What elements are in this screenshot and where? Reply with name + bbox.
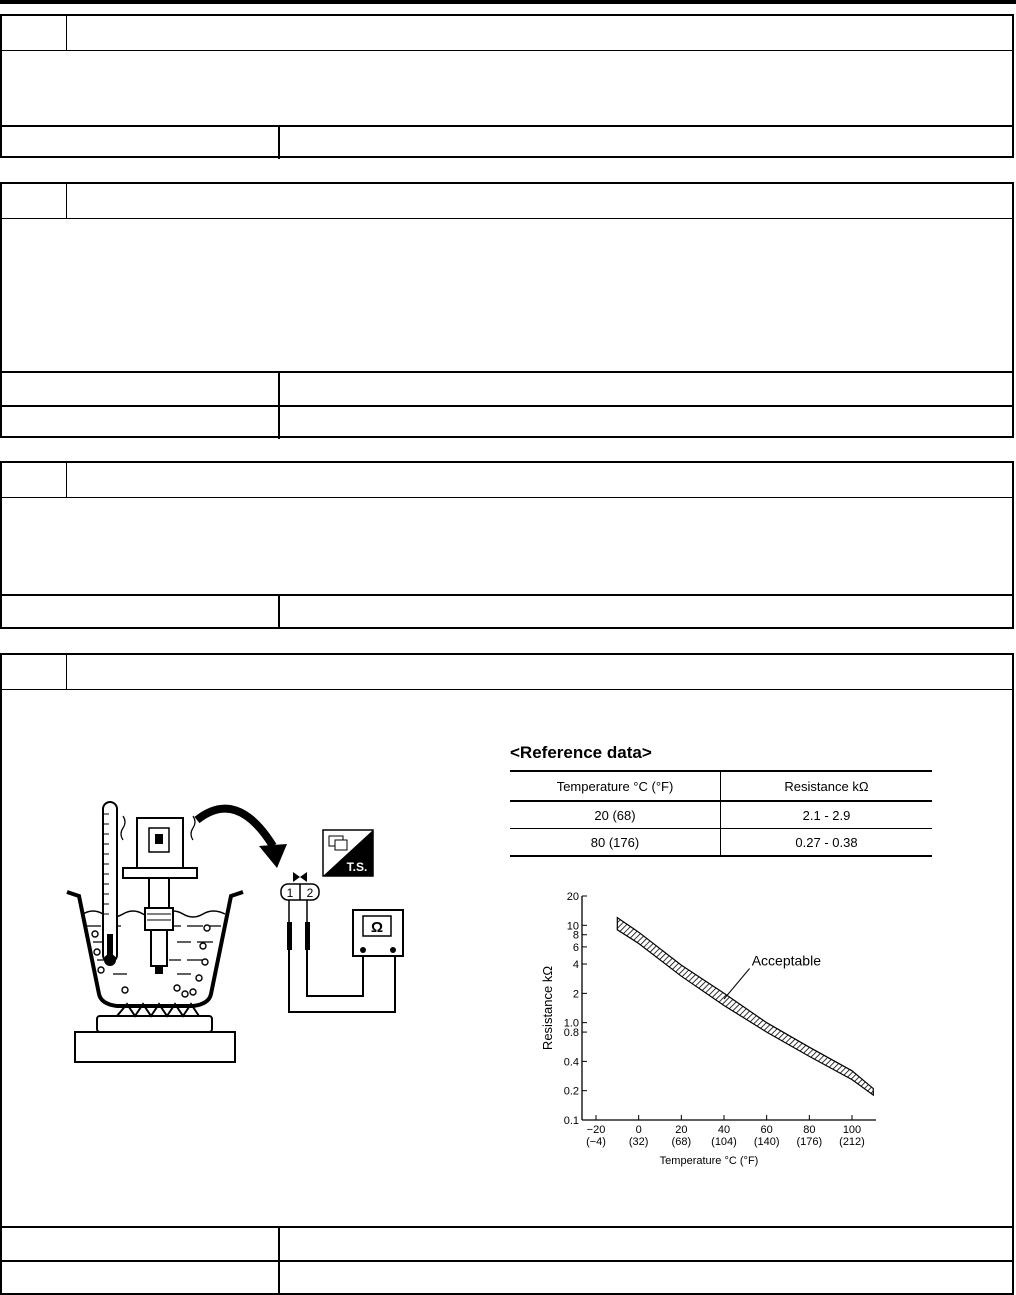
step-number-cell-4 — [2, 655, 67, 689]
x-tick-label: 80 — [803, 1124, 816, 1136]
step-body-2 — [2, 219, 1012, 371]
annotation-leader — [724, 968, 750, 998]
reference-cell: 80 (176) — [510, 829, 721, 857]
reference-cell: 20 (68) — [510, 801, 721, 829]
result-row-3 — [2, 594, 1012, 628]
reference-header-resistance: Resistance kΩ — [721, 771, 933, 801]
sensor-test-illustration — [57, 794, 417, 1064]
step-box-1 — [0, 14, 1014, 158]
x-tick-label: 20 — [675, 1124, 688, 1136]
step-body-1 — [2, 51, 1012, 125]
step-box-4 — [0, 653, 1014, 1295]
x-tick-label: −20 — [586, 1124, 606, 1136]
y-tick-label: 0.1 — [563, 1115, 579, 1127]
step-number-cell-3 — [2, 463, 67, 497]
y-tick-label: 20 — [566, 891, 579, 903]
y-tick-label: 6 — [572, 941, 579, 954]
step-box-2 — [0, 182, 1014, 438]
reference-table — [510, 770, 932, 857]
connector-pin-1: 1 — [286, 886, 294, 900]
step-box-3 — [0, 461, 1014, 629]
x-tick-label: 60 — [760, 1124, 773, 1136]
result-label-cell — [2, 127, 280, 159]
step-body-3 — [2, 498, 1012, 594]
result-row-2b — [2, 405, 1012, 439]
x-tick-label-f: (212) — [839, 1136, 865, 1148]
result-row-2a — [2, 371, 1012, 405]
y-tick-label: 2 — [572, 988, 579, 1001]
reference-cell: 2.1 - 2.9 — [721, 801, 933, 829]
reference-cell: 0.27 - 0.38 — [721, 829, 933, 857]
acceptable-band — [617, 918, 873, 1096]
result-label-cell — [2, 1262, 280, 1294]
result-row-1 — [2, 125, 1012, 159]
result-row-4b — [2, 1260, 1012, 1294]
y-tick-label: 10 — [566, 920, 579, 933]
result-label-cell — [2, 1228, 280, 1260]
x-tick-label-f: (32) — [628, 1136, 649, 1148]
result-label-cell — [2, 407, 280, 439]
resistance-chart — [522, 876, 902, 1176]
x-tick-label-f: (68) — [671, 1136, 692, 1148]
x-tick-label-f: (104) — [711, 1136, 737, 1148]
y-tick-label: 0.4 — [563, 1056, 579, 1069]
table-row — [510, 829, 932, 857]
y-tick-label: 4 — [572, 959, 579, 972]
step-header-1 — [2, 16, 1012, 51]
y-tick-label: 8 — [572, 929, 579, 942]
y-tick-label: 0.8 — [563, 1027, 579, 1040]
top-rule — [0, 0, 1016, 4]
result-label-cell — [2, 596, 280, 628]
step-body-4 — [2, 690, 1012, 1226]
x-tick-label: 0 — [635, 1124, 642, 1136]
result-label-cell — [2, 373, 280, 405]
step-header-4 — [2, 655, 1012, 690]
annotation-acceptable: Acceptable — [751, 952, 822, 969]
x-tick-label-f: (176) — [796, 1136, 823, 1148]
reference-header-temperature: Temperature °C (°F) — [510, 771, 721, 801]
result-row-4a — [2, 1226, 1012, 1260]
ohm-symbol: Ω — [370, 919, 384, 936]
step-header-2 — [2, 184, 1012, 219]
x-tick-label-f: (−4) — [586, 1136, 606, 1148]
x-tick-label: 40 — [717, 1124, 731, 1136]
x-tick-label-f: (140) — [753, 1136, 780, 1148]
x-axis-label: Temperature °C (°F) — [659, 1155, 759, 1167]
step-number-cell-1 — [2, 16, 67, 50]
y-axis-label: Resistance kΩ — [540, 965, 555, 1051]
step-number-cell-2 — [2, 184, 67, 218]
ts-label: T.S. — [346, 860, 368, 874]
step-header-3 — [2, 463, 1012, 498]
reference-title: <Reference data> — [510, 743, 652, 762]
connector-pin-2: 2 — [306, 886, 314, 900]
reference-header-row — [510, 771, 932, 801]
table-row — [510, 801, 932, 829]
y-tick-label: 1.0 — [563, 1017, 579, 1030]
y-tick-label: 0.2 — [563, 1085, 579, 1098]
x-tick-label: 100 — [842, 1124, 862, 1136]
